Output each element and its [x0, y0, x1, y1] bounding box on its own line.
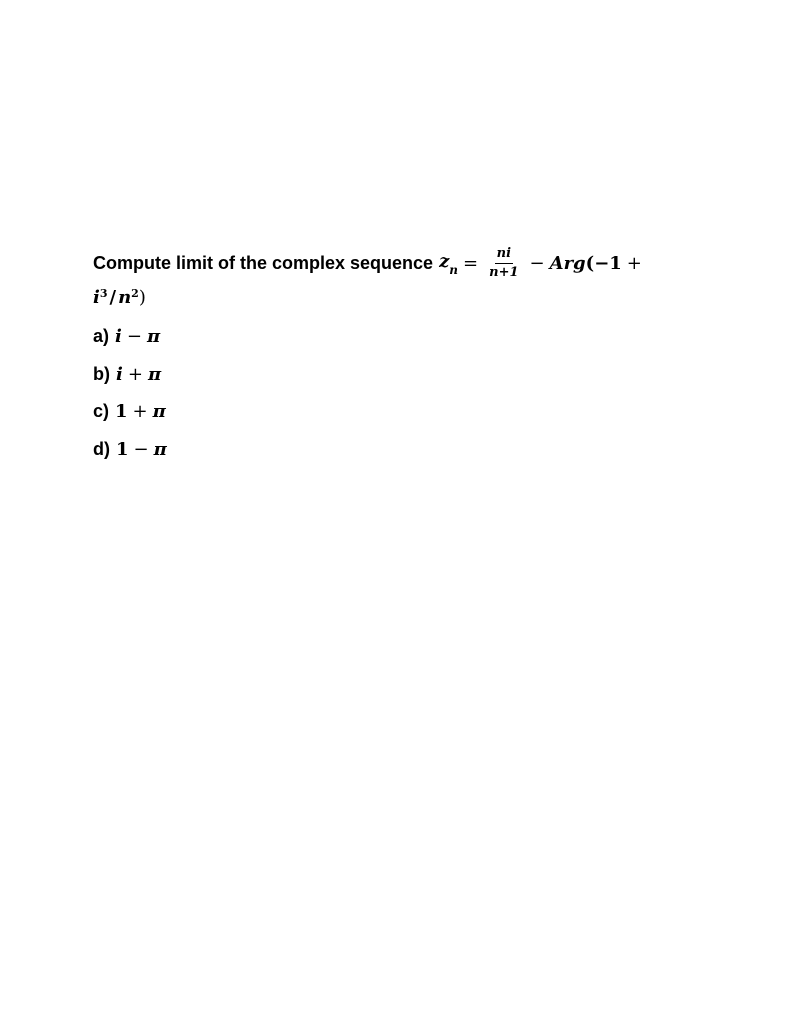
n-exponent: 2	[131, 287, 139, 300]
option-left: 1	[115, 401, 128, 423]
option-right: π	[146, 326, 161, 348]
fraction-numerator: ni	[495, 247, 513, 264]
question-line-1	[93, 243, 693, 283]
question-prefix: Compute limit of the complex sequence	[93, 252, 434, 273]
n-squared	[118, 286, 139, 308]
i-exponent: 3	[99, 287, 108, 300]
variable-subscript: n	[449, 262, 459, 277]
n-base: n	[118, 287, 132, 308]
variable-base: z	[439, 251, 450, 273]
negative-one: −1	[594, 252, 622, 274]
fraction	[489, 247, 518, 280]
option-left: i	[115, 326, 122, 348]
option-label: d)	[93, 438, 110, 459]
close-paren: )	[138, 286, 146, 308]
minus-sign: −	[529, 252, 545, 274]
option-operator: +	[127, 363, 143, 385]
slash: /	[109, 286, 117, 308]
i-base: i	[93, 287, 100, 308]
option-right: π	[152, 401, 166, 423]
i-cubed	[93, 286, 108, 308]
option-right: π	[147, 363, 162, 385]
answer-options	[93, 318, 167, 468]
option-c[interactable]	[93, 393, 167, 431]
option-operator: −	[133, 438, 149, 460]
option-operator: −	[126, 326, 142, 348]
question-line-2	[93, 283, 693, 311]
option-a[interactable]	[93, 318, 167, 356]
option-left: 1	[116, 438, 129, 460]
plus-sign: +	[626, 252, 642, 274]
option-d[interactable]	[93, 431, 167, 469]
option-label: c)	[93, 401, 110, 422]
option-left: i	[116, 363, 123, 385]
equals-sign: =	[463, 252, 479, 274]
fraction-denominator: n+1	[489, 264, 519, 280]
sequence-variable	[439, 251, 458, 275]
arg-function: Arg	[549, 252, 586, 274]
open-paren: (	[585, 252, 595, 274]
option-label: a)	[93, 326, 110, 347]
question-text	[93, 243, 693, 311]
option-operator: +	[132, 401, 148, 423]
option-b[interactable]	[93, 356, 167, 394]
option-label: b)	[93, 363, 110, 384]
option-right: π	[153, 438, 167, 460]
